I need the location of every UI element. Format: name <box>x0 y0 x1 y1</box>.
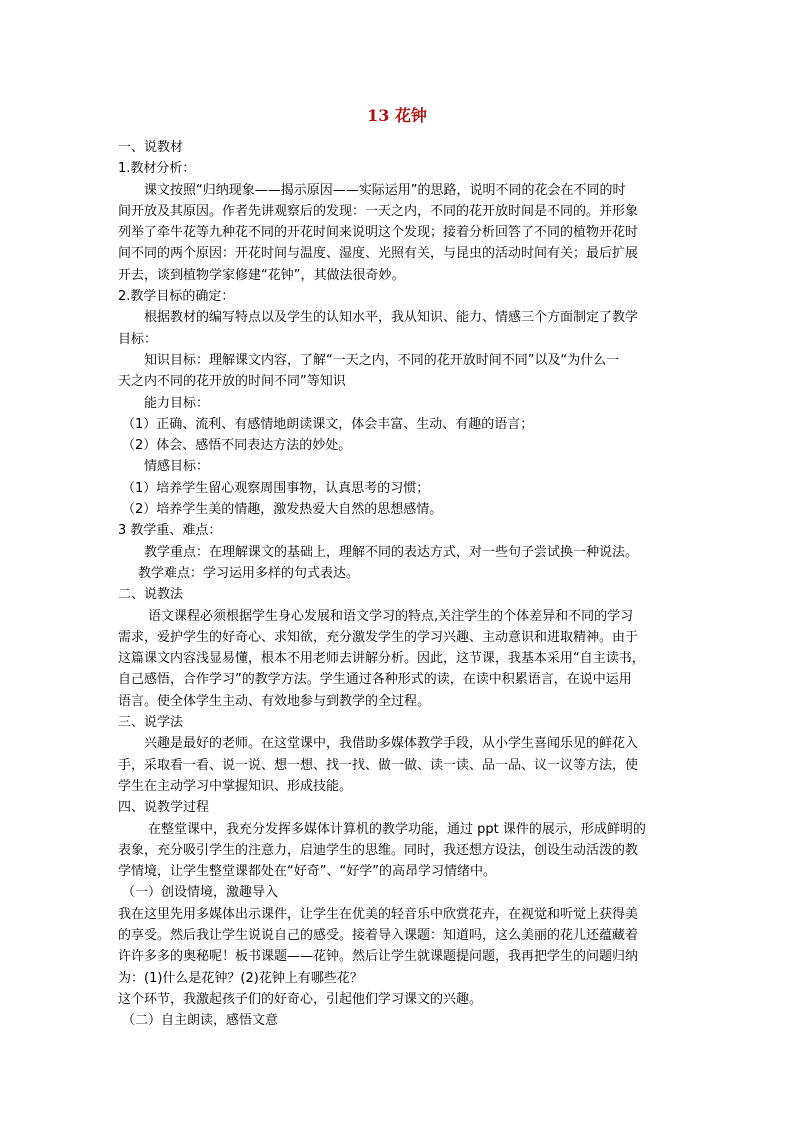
text-line: 天之内不同的花开放的时间不同”等知识 <box>118 374 346 390</box>
text-line: 根据教材的编写特点以及学生的认知水平，我从知识、能力、情感三个方面制定了教学 <box>144 310 639 326</box>
text-line: 学情境，让学生整堂课都处在“好奇”、“好学”的高昂学习情绪中。 <box>118 864 496 880</box>
text-line: 这个环节，我激起孩子们的好奇心，引起他们学习课文的兴趣。 <box>118 991 483 1007</box>
document-page <box>118 103 676 1031</box>
text-line: 间不同的两个原因：开花时间与温度、湿度、光照有关，与昆虫的活动时间有关；最后扩展 <box>118 246 639 262</box>
text-line: 情感目标： <box>144 459 210 475</box>
document-body <box>118 137 676 1031</box>
text-line: 教学难点：学习运用多样的句式表达。 <box>138 565 360 581</box>
text-line: 四、说教学过程 <box>118 800 210 816</box>
text-line: 课文按照“归纳现象——揭示原因——实际运用”的思路，说明不同的花会在不同的时 <box>144 182 626 198</box>
text-line: 我在这里先用多媒体出示课件，让学生在优美的轻音乐中欣赏花卉，在视觉和听觉上获得美 <box>118 906 639 922</box>
text-line: 学生在主动学习中掌握知识、形成技能。 <box>118 778 353 794</box>
text-line: （1）培养学生留心观察周围事物，认真思考的习惯； <box>122 480 430 496</box>
text-line: 列举了牵牛花等九种花不同的开花时间来说明这个发现；接着分析回答了不同的植物开花时 <box>118 225 639 241</box>
text-line: 自己感悟，合作学习”的教学方法。学生通过各种形式的读，在读中积累语言，在说中运用 <box>118 672 632 688</box>
text-line: （1）正确、流利、有感情地朗读课文，体会丰富、生动、有趣的语言； <box>122 416 534 432</box>
text-line: 2.教学目标的确定： <box>118 289 235 305</box>
text-line: 兴趣是最好的老师。在这堂课中，我借助多媒体教学手段，从小学生喜闻乐见的鲜花入 <box>144 736 639 752</box>
text-line: 1.教材分析： <box>118 161 196 177</box>
text-line: 能力目标： <box>144 395 210 411</box>
text-line: （二）自主朗读，感悟文意 <box>122 1013 279 1029</box>
text-line: 手，采取看一看、说一说、想一想、找一找、做一做、读一读、品一品、议一议等方法，使 <box>118 757 639 773</box>
text-line: 开去，谈到植物学家修建“花钟”，其做法很奇妙。 <box>118 267 405 283</box>
text-line: 这篇课文内容浅显易懂，根本不用老师去讲解分析。因此，这节课，我基本采用“自主读书， <box>118 651 645 667</box>
text-line: （2）体会、感悟不同表达方法的妙处。 <box>122 438 352 454</box>
text-line: （一）创设情境，激趣导入 <box>122 885 279 901</box>
text-line: 语言。使全体学生主动、有效地参与到教学的全过程。 <box>118 693 431 709</box>
text-line: 许许多多的奥秘呢！板书课题——花钟。然后让学生就课题提问题，我再把学生的问题归纳 <box>118 949 639 965</box>
text-line: 表象，充分吸引学生的注意力，启迪学生的思维。同时，我还想方设法，创设生动活泼的教 <box>118 842 639 858</box>
text-line: （2）培养学生美的情趣，激发热爱大自然的思想感情。 <box>122 502 443 518</box>
text-line: 教学重点：在理解课文的基础上，理解不同的表达方式，对一些句子尝试换一种说法。 <box>144 544 639 560</box>
text-line: 在整堂课中，我充分发挥多媒体计算机的教学功能，通过 ppt 课件的展示，形成鲜明的 <box>148 821 646 837</box>
text-line: 目标： <box>118 331 158 347</box>
text-line: 一、说教材 <box>118 140 184 155</box>
text-line: 间开放及其原因。作者先讲观察后的发现：一天之内，不同的花开放时间是不同的。并形象 <box>118 203 639 219</box>
text-line: 3 教学重、难点： <box>118 523 222 539</box>
text-line: 为：(1)什么是花钟？(2)花钟上有哪些花？ <box>118 970 363 986</box>
document-title: 13 花钟 <box>367 106 427 125</box>
text-line: 二、说教法 <box>118 587 184 603</box>
text-line: 需求，爱护学生的好奇心、求知欲，充分激发学生的学习兴趣、主动意识和进取精神。由于 <box>118 629 639 645</box>
text-line: 知识目标：理解课文内容，了解“一天之内，不同的花开放时间不同”以及“为什么一 <box>144 352 620 368</box>
text-line: 的享受。然后我让学生说说自己的感受。接着导入课题：知道吗，这么美丽的花儿还蕴藏着 <box>118 927 639 943</box>
text-line: 三、说学法 <box>118 715 184 731</box>
text-line: 语文课程必须根据学生身心发展和语文学习的特点,关注学生的个体差异和不同的学习 <box>148 608 634 624</box>
